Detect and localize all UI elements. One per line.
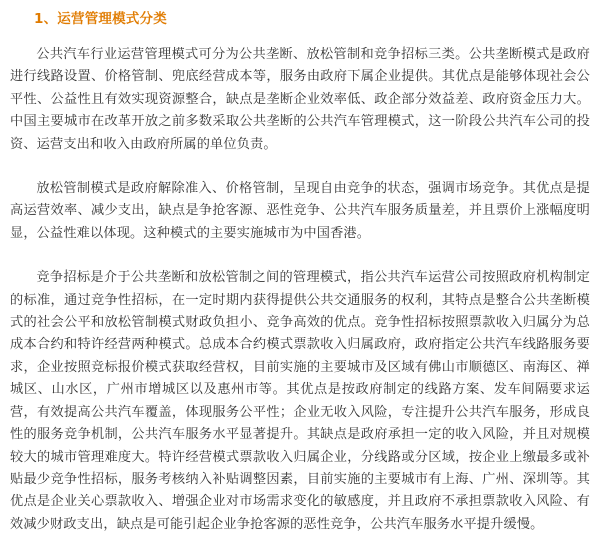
section-title: 1、运营管理模式分类 — [34, 11, 167, 27]
paragraph-deregulation: 放松管制模式是政府解除准入、价格管制，呈现自由竞争的状态，强调市场竞争。其优点是提高运营效率、减少支出，缺点是争抢客源、恶性竞争、公共汽车服务质量差，并且票价上涨幅度明显，公益性难以体现。这种模式的主要实施城市为中国香港。 — [10, 181, 590, 241]
paragraph-competitive-tendering: 竞争招标是介于公共垄断和放松管制之间的管理模式，指公共汽车运营公司按照政府机构制定的标准，通过竞争性招标，在一定时期内获得提供公共交通服务的权利，其特点是整合公共垄断模式的社会公平和放松管制模式财政负担小、竞争高效的优点。竞争性招标按照票款收入归属分为总成本合约和特许经营两种模式。总成本合约模式票款收入归属政府，政府指定公共汽车线路服务要求，企业按照竞标报价模式获取经营权，目前实施的主要城市及区域有佛山市顺德区、南海区、禅城区、山水区，广州市增城区以及惠州市等。其优点是按政府制定的线路方案、发车间隔要求运营，有效提高公共汽车覆盖，体现服务公平性；企业无收入风险，专注提升公共汽车服务，形成良性的服务竞争机制，公共汽车服务水平显著提升。其缺点是政府承担一定的收入风险，并且对规模较大的城市管理难度大。特许经营模式票款收入归属企业，分线路或分区域，按企业上缴最多或补贴最少竞争性招标，服务考核纳入补贴调整因素，目前实施的主要城市有上海、广州、深圳等。其优点是企业关心票款收入、增强企业对市场需求变化的敏感度，并且政府不承担票款收入风险、有效减少财政支出，缺点是可能引起企业争抢客源的恶性竞争，公共汽车服务水平提升缓慢。 — [10, 270, 590, 532]
paragraph-public-monopoly: 公共汽车行业运营管理模式可分为公共垄断、放松管制和竞争招标三类。公共垄断模式是政府进行线路设置、价格管制、兜底经营成本等，服务由政府下属企业提供。其优点是能够体现社会公平性、公益性且有效实现资源整合，缺点是垄断企业效率低、政企部分效益差、政府资金压力大。中国主要城市在改革开放之前多数采取公共垄断的公共汽车管理模式，这一阶段公共汽车公司的投资、运营支出和收入由政府所属的单位负责。 — [10, 47, 590, 152]
